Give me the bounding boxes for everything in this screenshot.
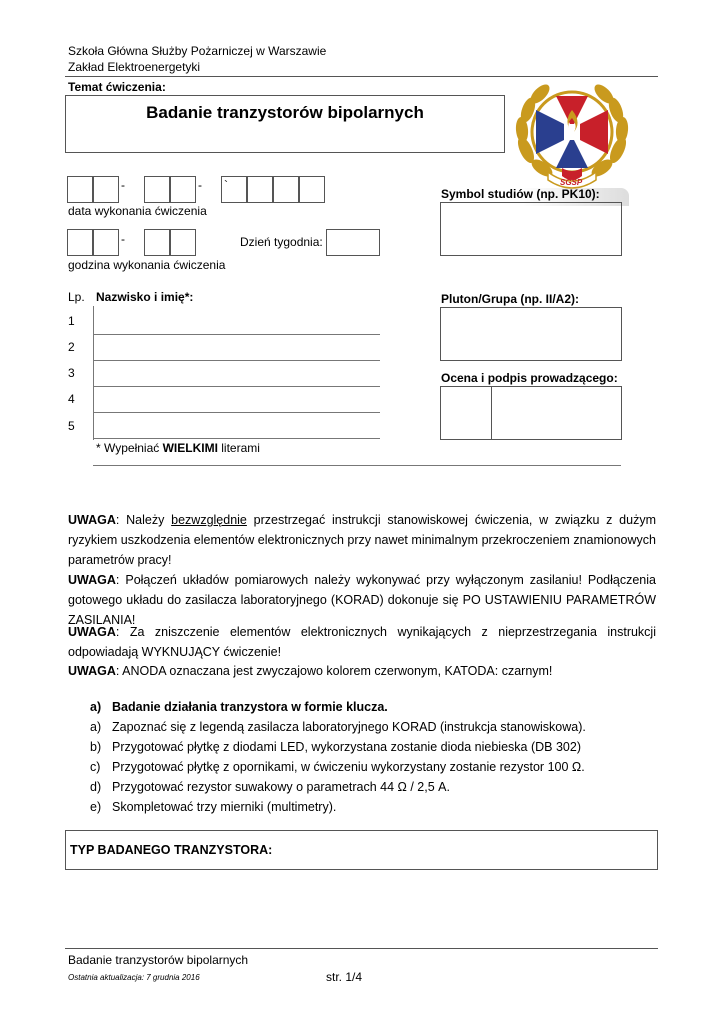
warning-1-text-b: przestrzegać instrukcji stanowiskowej ćwiczenia, w związku z dużym ryzykiem uszkodzenia elementów elektronicznych przy nawet minimalnym przekroczeniem znamionowych parametrów pracy!: [68, 513, 656, 567]
topic-title: Badanie tranzystorów bipolarnych: [146, 103, 424, 122]
warning-3: [68, 622, 656, 662]
weekday-label: Dzień tygodnia:: [240, 235, 323, 249]
warning-2-text: : Połączeń układów pomiarowych należy wykonywać przy wyłączonym zasilaniu! Podłączenia gotowego układu do zasilacza laboratoryjnego (KORAD) dokonuje się PO USTAWIENIU PARAMETRÓW ZASILANIA!: [68, 573, 656, 627]
signature-field[interactable]: [491, 386, 622, 440]
date-separator-3: `: [224, 178, 228, 192]
warning-3-label: UWAGA: [68, 625, 116, 639]
warning-1-underlined: bezwzględnie: [171, 513, 247, 527]
footer-updated: Ostatnia aktualizacja: 7 grudnia 2016: [68, 973, 200, 982]
task-marker: d): [90, 780, 102, 794]
topic-box: [65, 95, 505, 153]
topic-label: Temat ćwiczenia:: [68, 80, 166, 94]
task-text: Zapoznać się z legendą zasilacza laboratoryjnego KORAD (instrukcja stanowiskowa).: [112, 720, 586, 734]
name-field-3[interactable]: [96, 362, 378, 385]
uppercase-note: [96, 441, 260, 456]
warning-1-text-a: : Należy: [115, 513, 172, 527]
symbol-label: Symbol studiów (np. PK10):: [441, 187, 600, 201]
task-marker: c): [90, 760, 101, 774]
institution-name: Szkoła Główna Służby Pożarniczej w Warszawie: [68, 44, 327, 58]
note-suffix: literami: [217, 441, 260, 455]
date-separator-1: -: [121, 178, 125, 192]
footer-title: Badanie tranzystorów bipolarnych: [68, 953, 249, 967]
weekday-field[interactable]: [326, 229, 380, 256]
time-separator: -: [121, 232, 125, 246]
task-heading-marker: a): [90, 700, 102, 714]
warning-4-text: : ANODA oznaczana jest zwyczajowo kolorem czerwonym, KATODA: czarnym!: [115, 664, 553, 678]
warning-2-label: UWAGA: [68, 573, 116, 587]
warning-1-label: UWAGA: [68, 513, 116, 527]
warning-3-text: : Za zniszczenie elementów elektronicznych wynikających z nieprzestrzegania instrukcji odpowiadają WYKNUJĄCY ćwiczenie!: [68, 625, 656, 659]
names-row-divider-1: [93, 334, 380, 335]
task-marker: a): [90, 720, 102, 734]
time-hour-digit-2[interactable]: [93, 229, 119, 256]
footer-rule: [65, 948, 658, 949]
warning-1: [68, 510, 656, 570]
task-heading: [90, 697, 586, 717]
form-bottom-rule: [93, 465, 621, 466]
group-label: Pluton/Grupa (np. II/A2):: [441, 292, 579, 306]
warning-4: [68, 661, 656, 681]
task-text: Przygotować płytkę z opornikami, w ćwiczeniu wykorzystany zostanie rezystor 100 Ω.: [112, 760, 585, 774]
names-row-divider-3: [93, 386, 380, 387]
time-minute-digit-2[interactable]: [170, 229, 196, 256]
grade-label: Ocena i podpis prowadzącego:: [441, 371, 618, 385]
task-item: [90, 797, 586, 817]
date-year-digit-2[interactable]: [247, 176, 273, 203]
date-year-digit-1[interactable]: [221, 176, 247, 203]
task-item: [90, 757, 586, 777]
date-separator-2: -: [198, 178, 202, 192]
task-marker: e): [90, 800, 102, 814]
warning-2: [68, 570, 656, 630]
note-prefix: * Wypełniać: [96, 441, 163, 455]
sgsp-logo-icon: [512, 80, 632, 192]
task-item: [90, 737, 586, 757]
date-day-digit-1[interactable]: [67, 176, 93, 203]
row-number-5: 5: [68, 419, 75, 433]
row-number-4: 4: [68, 392, 75, 406]
header-rule: [65, 76, 658, 77]
task-text: Przygotować płytkę z diodami LED, wykorzystana zostanie dioda niebieska (DB 302): [112, 740, 581, 754]
task-list: [90, 697, 586, 817]
task-item: [90, 777, 586, 797]
name-field-2[interactable]: [96, 336, 378, 359]
time-hour-digit-1[interactable]: [67, 229, 93, 256]
task-text: Przygotować rezystor suwakowy o parametrach 44 Ω / 2,5 A.: [112, 780, 450, 794]
name-field-4[interactable]: [96, 388, 378, 411]
names-row-divider-4: [93, 412, 380, 413]
logo-text: SGSP: [560, 178, 583, 187]
grade-field[interactable]: [440, 386, 492, 440]
lp-label: Lp.: [68, 290, 85, 304]
names-row-divider-2: [93, 360, 380, 361]
symbol-field[interactable]: [440, 202, 622, 256]
task-marker: b): [90, 740, 102, 754]
page-number: str. 1/4: [326, 970, 363, 984]
date-month-digit-1[interactable]: [144, 176, 170, 203]
names-column-divider: [93, 306, 94, 440]
date-month-digit-2[interactable]: [170, 176, 196, 203]
name-field-1[interactable]: [96, 308, 378, 333]
name-label: Nazwisko i imię*:: [96, 290, 194, 304]
names-row-divider-5: [93, 438, 380, 439]
date-year-digit-3[interactable]: [273, 176, 299, 203]
transistor-type-label: TYP BADANEGO TRANZYSTORA:: [70, 843, 273, 857]
transistor-type-box[interactable]: [65, 830, 658, 870]
row-number-1: 1: [68, 314, 75, 328]
group-field[interactable]: [440, 307, 622, 361]
row-number-3: 3: [68, 366, 75, 380]
task-heading-text: Badanie działania tranzystora w formie klucza.: [112, 700, 388, 714]
row-number-2: 2: [68, 340, 75, 354]
date-day-digit-2[interactable]: [93, 176, 119, 203]
date-year-digit-4[interactable]: [299, 176, 325, 203]
task-text: Skompletować trzy mierniki (multimetry).: [112, 800, 337, 814]
time-minute-digit-1[interactable]: [144, 229, 170, 256]
name-field-5[interactable]: [96, 414, 378, 437]
date-label: data wykonania ćwiczenia: [68, 204, 207, 218]
time-label: godzina wykonania ćwiczenia: [68, 258, 226, 272]
warning-4-label: UWAGA: [68, 664, 116, 678]
task-item: [90, 717, 586, 737]
department-name: Zakład Elektroenergetyki: [68, 60, 201, 74]
note-bold: WIELKIMI: [162, 441, 218, 455]
